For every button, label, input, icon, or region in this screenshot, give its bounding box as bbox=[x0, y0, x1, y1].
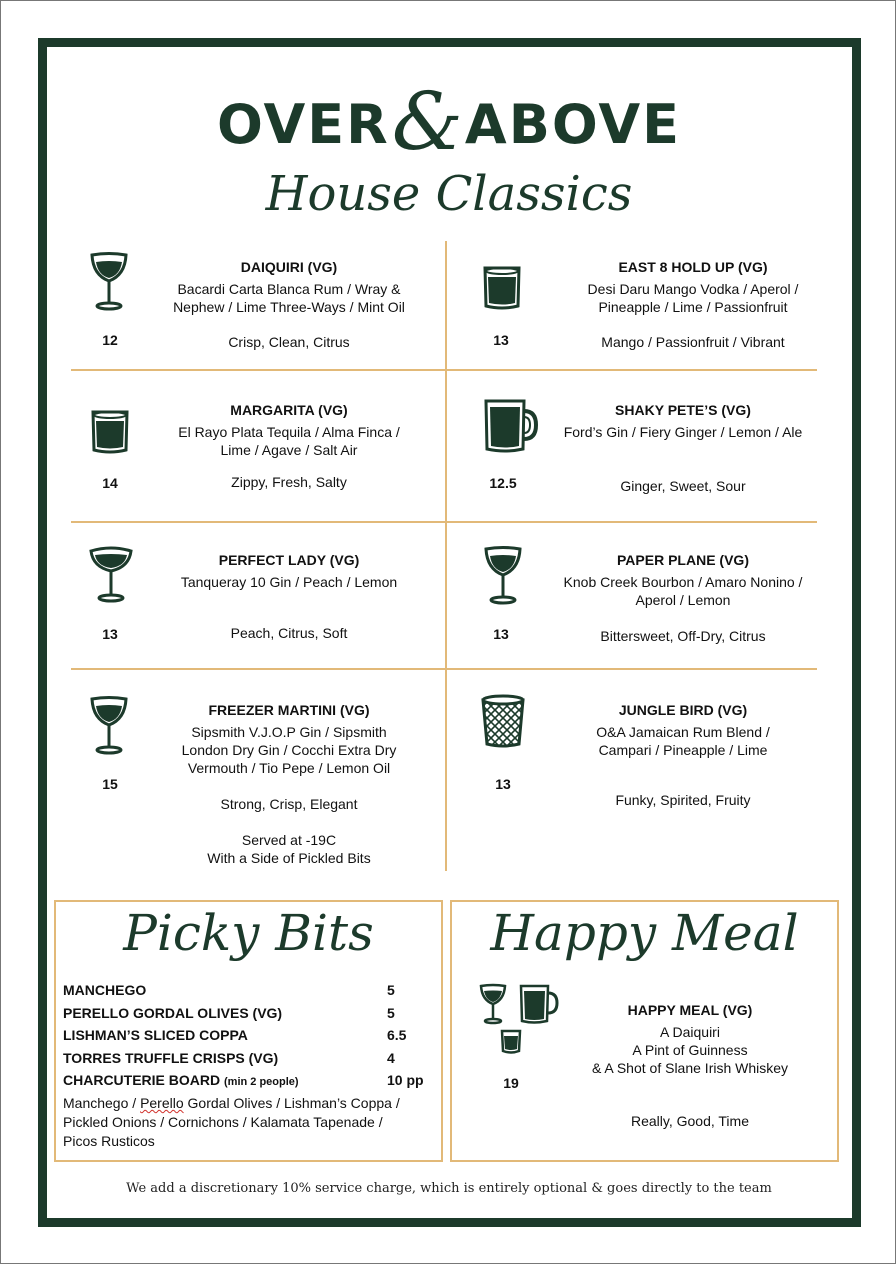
item-tasting-notes: Ginger, Sweet, Sour bbox=[620, 478, 746, 494]
service-charge-note: We add a discretionary 10% service charge, which is entirely optional & goes directly to the team bbox=[126, 1181, 772, 1196]
item-price: 13 bbox=[493, 626, 509, 642]
item-price: 14 bbox=[102, 475, 118, 491]
item-price: 13 bbox=[102, 626, 118, 642]
item-tasting-notes: Bittersweet, Off-Dry, Citrus bbox=[600, 628, 766, 644]
charcuterie-description bbox=[63, 1094, 433, 1151]
beer-mug-icon bbox=[519, 983, 559, 1027]
snack-name-charcuterie bbox=[63, 1072, 299, 1088]
item-name: SHAKY PETE’S (VG) bbox=[615, 402, 751, 418]
item-ingredients: Aperol / Lemon bbox=[635, 592, 731, 608]
item-tasting-notes: Mango / Passionfruit / Vibrant bbox=[601, 334, 785, 350]
row-divider bbox=[71, 668, 817, 670]
snack-price: 6.5 bbox=[387, 1027, 407, 1043]
column-divider bbox=[445, 241, 447, 871]
rocks-glass-icon bbox=[482, 265, 522, 311]
snack-name: CHARCUTERIE BOARD bbox=[63, 1072, 221, 1088]
description-text: Pickled Onions / Cornichons / Kalamata Tapenade / bbox=[63, 1114, 383, 1130]
item-name: PAPER PLANE (VG) bbox=[617, 552, 749, 568]
item-ingredients: Sipsmith V.J.O.P Gin / Sipsmith bbox=[191, 724, 387, 740]
item-price: 13 bbox=[495, 776, 511, 792]
rocks-glass-icon bbox=[90, 409, 130, 455]
brand-ampersand: & bbox=[391, 75, 463, 168]
item-ingredients: Bacardi Carta Blanca Rum / Wray & bbox=[177, 281, 401, 297]
item-tasting-notes: Crisp, Clean, Citrus bbox=[228, 334, 350, 350]
happy-meal-notes: Really, Good, Time bbox=[630, 1113, 749, 1129]
item-serving-note: Served at -19C bbox=[241, 832, 337, 848]
item-name: EAST 8 HOLD UP (VG) bbox=[618, 259, 768, 275]
item-ingredients: Knob Creek Bourbon / Amaro Nonino / bbox=[563, 574, 803, 590]
happy-meal-line: A Pint of Guinness bbox=[632, 1042, 748, 1058]
item-ingredients: Campari / Pineapple / Lime bbox=[598, 742, 768, 758]
house-classics-title: House Classics bbox=[265, 166, 633, 222]
coupe-glass-icon bbox=[483, 545, 523, 605]
happy-meal-line: A Daiquiri bbox=[660, 1024, 720, 1040]
item-price: 12.5 bbox=[489, 475, 517, 491]
item-name: PERFECT LADY (VG) bbox=[218, 552, 360, 568]
brand-logo bbox=[1, 75, 896, 168]
item-name: JUNGLE BIRD (VG) bbox=[618, 702, 748, 718]
item-tasting-notes: Funky, Spirited, Fruity bbox=[615, 792, 751, 808]
item-tasting-notes: Strong, Crisp, Elegant bbox=[220, 796, 358, 812]
item-ingredients: Vermouth / Tio Pepe / Lemon Oil bbox=[187, 760, 391, 776]
item-name: DAIQUIRI (VG) bbox=[240, 259, 338, 275]
coupe-glass-icon bbox=[89, 545, 133, 603]
happy-meal-line: & A Shot of Slane Irish Whiskey bbox=[591, 1060, 789, 1076]
item-ingredients: El Rayo Plata Tequila / Alma Finca / bbox=[178, 424, 400, 440]
beer-mug-icon bbox=[483, 397, 539, 457]
snack-price: 5 bbox=[387, 1005, 395, 1021]
item-ingredients: Pineapple / Lime / Passionfruit bbox=[598, 299, 788, 315]
item-name: FREEZER MARTINI (VG) bbox=[208, 702, 370, 718]
row-divider bbox=[71, 369, 817, 371]
spellcheck-flagged-word: Perello bbox=[140, 1095, 184, 1111]
snack-price: 4 bbox=[387, 1050, 395, 1066]
shot-glass-icon bbox=[500, 1029, 522, 1055]
description-text: Picos Rusticos bbox=[63, 1133, 155, 1149]
brand-word-above: ABOVE bbox=[464, 93, 682, 156]
item-ingredients: O&A Jamaican Rum Blend / bbox=[596, 724, 770, 740]
item-name: MARGARITA (VG) bbox=[230, 402, 348, 418]
item-ingredients: Nephew / Lime Three-Ways / Mint Oil bbox=[173, 299, 405, 315]
item-ingredients: Ford’s Gin / Fiery Ginger / Lemon / Ale bbox=[563, 424, 803, 440]
snack-name: MANCHEGO bbox=[63, 982, 147, 998]
snack-name: PERELLO GORDAL OLIVES (VG) bbox=[63, 1005, 283, 1021]
item-price: 13 bbox=[493, 332, 509, 348]
coupe-glass-icon bbox=[89, 695, 129, 755]
item-ingredients: Tanqueray 10 Gin / Peach / Lemon bbox=[180, 574, 398, 590]
happy-meal-name: HAPPY MEAL (VG) bbox=[627, 1002, 753, 1018]
snack-price: 5 bbox=[387, 982, 395, 998]
description-text: Manchego / bbox=[63, 1095, 141, 1111]
item-serving-note: With a Side of Pickled Bits bbox=[207, 850, 371, 866]
item-ingredients: London Dry Gin / Cocchi Extra Dry bbox=[181, 742, 397, 758]
happy-meal-title: Happy Meal bbox=[490, 904, 799, 962]
snack-name: TORRES TRUFFLE CRISPS (VG) bbox=[63, 1050, 279, 1066]
snack-name: LISHMAN’S SLICED COPPA bbox=[63, 1027, 248, 1043]
picky-bits-title: Picky Bits bbox=[123, 904, 374, 962]
brand-word-over: OVER bbox=[216, 93, 390, 156]
item-tasting-notes: Peach, Citrus, Soft bbox=[230, 625, 348, 641]
snack-note: (min 2 people) bbox=[224, 1076, 299, 1088]
snack-price: 10 pp bbox=[387, 1072, 424, 1088]
crystal-glass-icon bbox=[479, 694, 527, 750]
coupe-glass-icon bbox=[479, 983, 507, 1025]
coupe-glass-icon bbox=[89, 251, 129, 311]
row-divider bbox=[71, 521, 817, 523]
item-tasting-notes: Zippy, Fresh, Salty bbox=[231, 474, 347, 490]
description-text: Gordal Olives / Lishman’s Coppa / bbox=[183, 1095, 400, 1111]
item-price: 12 bbox=[102, 332, 118, 348]
happy-meal-price: 19 bbox=[503, 1075, 519, 1091]
item-ingredients: Desi Daru Mango Vodka / Aperol / bbox=[587, 281, 799, 297]
item-price: 15 bbox=[102, 776, 118, 792]
item-ingredients: Lime / Agave / Salt Air bbox=[220, 442, 358, 458]
